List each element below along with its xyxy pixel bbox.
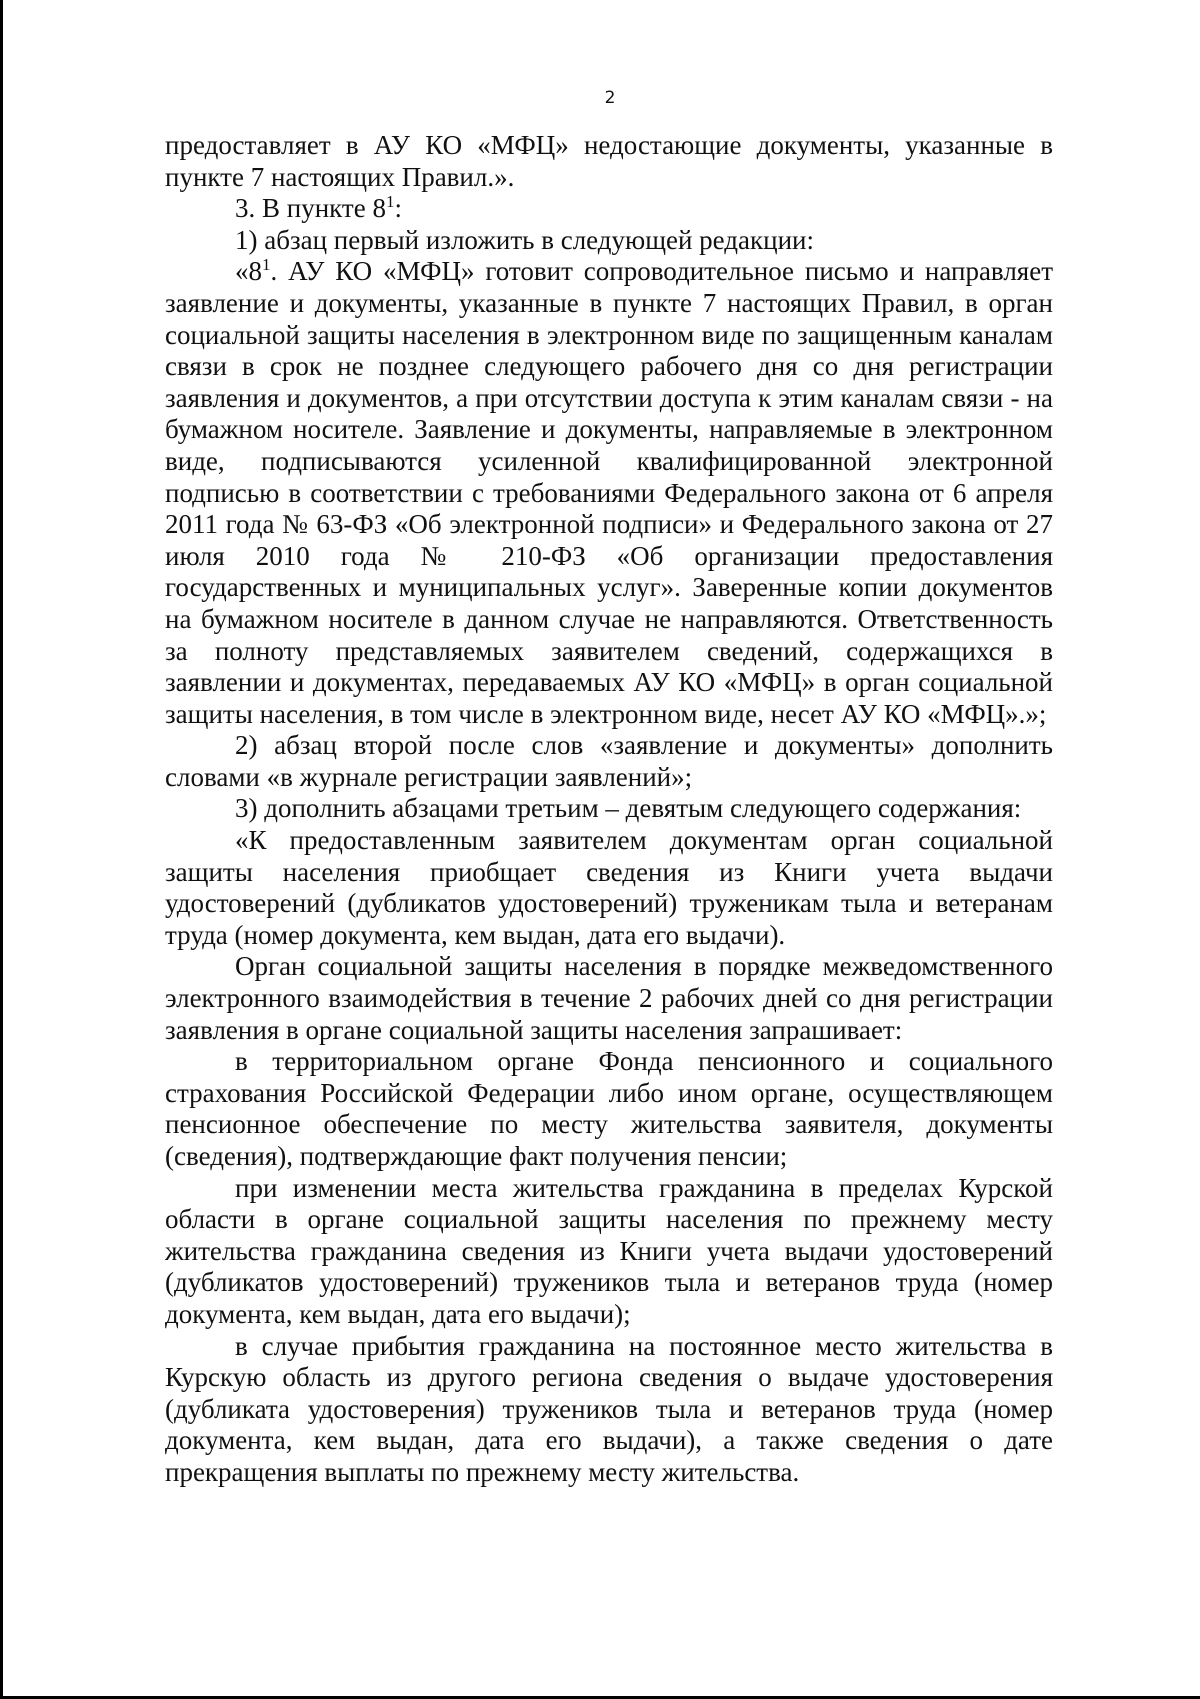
paragraph-subitem-3: 3) дополнить абзацами третьим – девятым следующего содержания: <box>235 793 1022 824</box>
page-number: 2 <box>604 88 616 108</box>
scan-border-left <box>0 0 3 1699</box>
paragraph-text: . АУ КО «МФЦ» готовит сопроводительное письмо и направляет заявление и документы, указанные в пункте 7 настоящих Правил, в орган социальной защиты населения в электронном виде по защищенным каналам связи в срок не позднее следующего рабочего дня со дня регистрации заявления и документов, а при отсутствии доступа к этим каналам связи - на бумажном носителе. Заявление и документы, направляемые в электронном виде, подписываются усиленной квалифицированной электронной подписью в соответствии с требованиями Федерального закона от 6 апреля 2011 года № 63-ФЗ «Об электронной подписи» и Федерального закона от 27 июля 2010 года № 210-ФЗ «Об организации предоставления государственных и муниципальных услуг». Заверенные копии документов на бумажном носителе в данном случае не направляются. Ответственность за полноту представляемых заявителем сведений, содержащихся в заявлении и документах, передаваемых АУ КО «МФЦ» в орган социальной защиты населения, в том числе в электронном виде, несет АУ КО «МФЦ».»; <box>165 256 1053 729</box>
document-body <box>165 130 1053 1489</box>
paragraph-quoted-1: «К предоставленным заявителем документам орган социальной защиты населения приобщает сведения из Книги учета выдачи удостоверений (дубликатов удостоверений) труженикам тыла и ветеранам труда (номер документа, кем выдан, дата его выдачи). <box>165 825 1053 950</box>
paragraph-quoted-3: в территориальном органе Фонда пенсионного и социального страхования Российской Федерации либо ином органе, осуществляющем пенсионное обеспечение по месту жительства заявителя, документы (сведения), подтверждающие факт получения пенсии; <box>165 1046 1053 1171</box>
paragraph-text: 3. В пункте 8 <box>235 193 386 224</box>
paragraph-quoted-4: при изменении места жительства гражданина в пределах Курской области в органе социальной защиты населения по прежнему месту жительства гражданина сведения из Книги учета выдачи удостоверений (дубликатов удостоверений) тружеников тыла и ветеранов труда (номер документа, кем выдан, дата его выдачи); <box>165 1172 1053 1329</box>
paragraph-continuation: предоставляет в АУ КО «МФЦ» недостающие документы, указанные в пункте 7 настоящих Правил.». <box>165 130 1053 192</box>
paragraph-quoted-2: Орган социальной защиты населения в порядке межведомственного электронного взаимодействия в течение 2 рабочих дней со дня регистрации заявления в органе социальной защиты населения запрашивает: <box>165 951 1053 1045</box>
paragraph-item-3 <box>165 193 1053 225</box>
paragraph-subitem-1: 1) абзац первый изложить в следующей редакции: <box>235 224 814 255</box>
paragraph-quoted-5: в случае прибытия гражданина на постоянное место жительства в Курскую область из другого региона сведения о выдаче удостоверения (дубликата удостоверения) тружеников тыла и ветеранов труда (номер документа, кем выдан, дата его выдачи), а также сведения о дате прекращения выплаты по прежнему месту жительства. <box>165 1330 1053 1487</box>
paragraph-text: «8 <box>235 256 262 287</box>
paragraph-subitem-2: 2) абзац второй после слов «заявление и документы» дополнить словами «в журнале регистрации заявлений»; <box>165 730 1053 792</box>
superscript: 1 <box>385 192 395 212</box>
paragraph-quoted-8-1 <box>165 256 1053 730</box>
superscript: 1 <box>262 255 271 275</box>
paragraph-text: : <box>394 193 402 224</box>
